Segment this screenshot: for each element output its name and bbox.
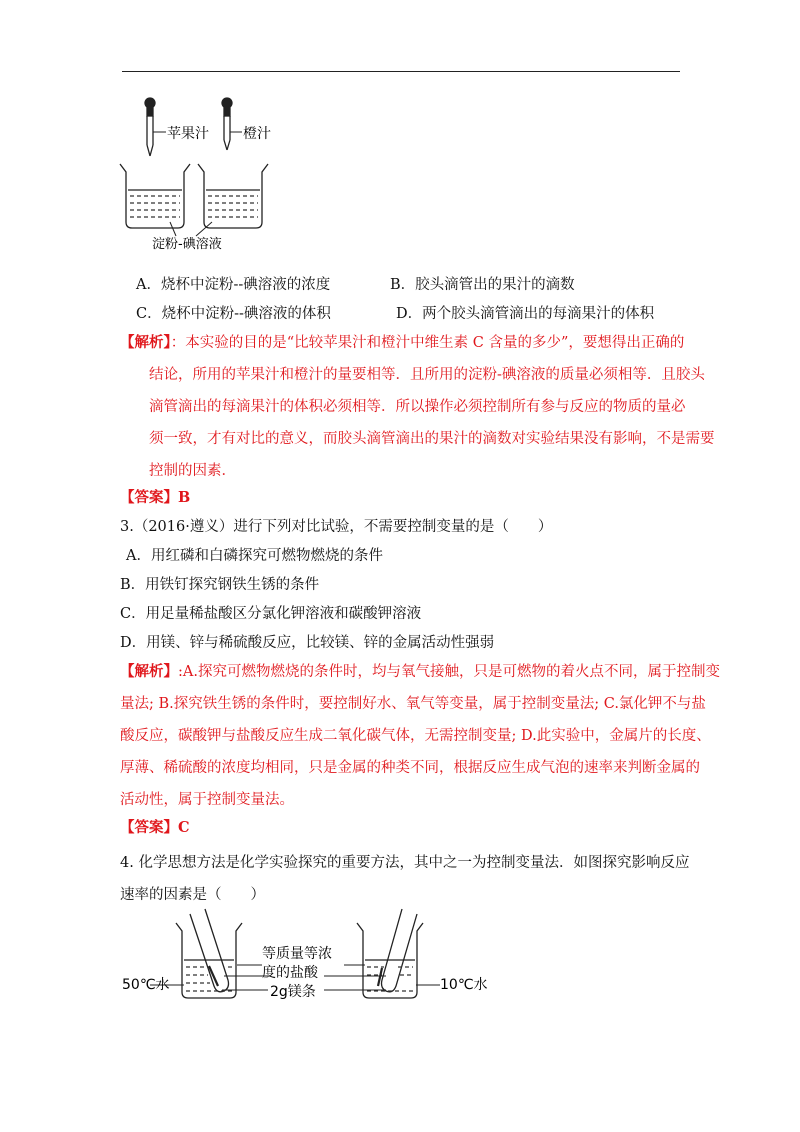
label-apple-juice: 苹果汁	[167, 126, 209, 142]
label-10c-water: 10℃水	[440, 977, 488, 993]
q3-analysis-line-4: 厚薄、稀硫酸的浓度均相同，只是金属的种类不同，根据反应生成气泡的速率来判断金属的	[120, 760, 700, 776]
q3-analysis-tag: 【解析】	[120, 663, 178, 680]
label-orange-juice: 橙汁	[243, 126, 271, 142]
q3-answer-tag: 【答案】	[120, 819, 178, 836]
q3-analysis-line-2: 量法; B.探究铁生锈的条件时，要控制好水、氧气等变量，属于控制变量法; C.氯化钾不与盐	[120, 696, 706, 712]
label-50c-water: 50℃水	[122, 977, 170, 993]
q2-option-d: D．两个胶头滴管滴出的每滴果汁的体积	[396, 306, 655, 322]
q3-answer-value: C	[178, 819, 190, 836]
q2-answer-value: B	[178, 489, 191, 506]
q2-option-b: B．胶头滴管出的果汁的滴数	[390, 277, 575, 293]
q2-analysis-line-4: 须一致，才有对比的意义，而胶头滴管滴出的果汁的滴数对实验结果没有影响，不是需要	[149, 431, 715, 447]
q3-stem: 3.（2016·遵义）进行下列对比试验，不需要控制变量的是（ ）	[120, 519, 553, 535]
q3-option-c: C．用足量稀盐酸区分氯化钾溶液和碳酸钾溶液	[120, 606, 422, 622]
q2-analysis-line-3: 滴管滴出的每滴果汁的体积必须相等．所以操作必须控制所有参与反应的物质的量必	[149, 399, 686, 415]
q3-analysis-line-5: 活动性，属于控制变量法。	[120, 792, 294, 808]
q3-analysis-text-1: :A.探究可燃物燃烧的条件时，均与氧气接触，只是可燃物的着火点不同，属于控制变	[178, 664, 720, 680]
q3-option-d: D．用镁、锌与稀硫酸反应，比较镁、锌的金属活动性强弱	[120, 635, 495, 651]
label-acid-line-1: 等质量等浓	[262, 946, 332, 962]
label-starch-iodine: 淀粉-碘溶液	[152, 237, 222, 252]
q4-stem-line-1: 4. 化学思想方法是化学实验探究的重要方法，其中之一为控制变量法．如图探究影响反应	[120, 855, 690, 871]
q2-answer-tag: 【答案】	[120, 489, 178, 506]
q3-analysis-line-3: 酸反应，碳酸钾与盐酸反应生成二氧化碳气体，无需控制变量; D.此实验中，金属片的长度、	[120, 728, 711, 744]
q2-analysis-text-1: ：本实验的目的是“比较苹果汁和橙汁中维生素 C 含量的多少”，要想得出正确的	[170, 335, 685, 351]
q2-analysis-line-5: 控制的因素．	[149, 463, 236, 479]
label-acid-line-2: 度的盐酸	[262, 965, 318, 981]
q2-option-a: A．烧杯中淀粉--碘溶液的浓度	[136, 277, 331, 293]
q3-option-b: B．用铁钉探究钢铁生锈的条件	[120, 577, 320, 593]
q3-option-a: A．用红磷和白磷探究可燃物燃烧的条件	[126, 548, 383, 564]
label-magnesium: 2g镁条	[270, 984, 316, 1000]
q4-stem-line-2: 速率的因素是（ ）	[120, 887, 265, 903]
q2-analysis-tag: 【解析】	[120, 334, 171, 351]
q2-option-c: C．烧杯中淀粉--碘溶液的体积	[136, 306, 331, 322]
q2-analysis-line-2: 结论，所用的苹果汁和橙汁的量要相等．且所用的淀粉-碘溶液的质量必须相等．且胶头	[149, 367, 705, 383]
